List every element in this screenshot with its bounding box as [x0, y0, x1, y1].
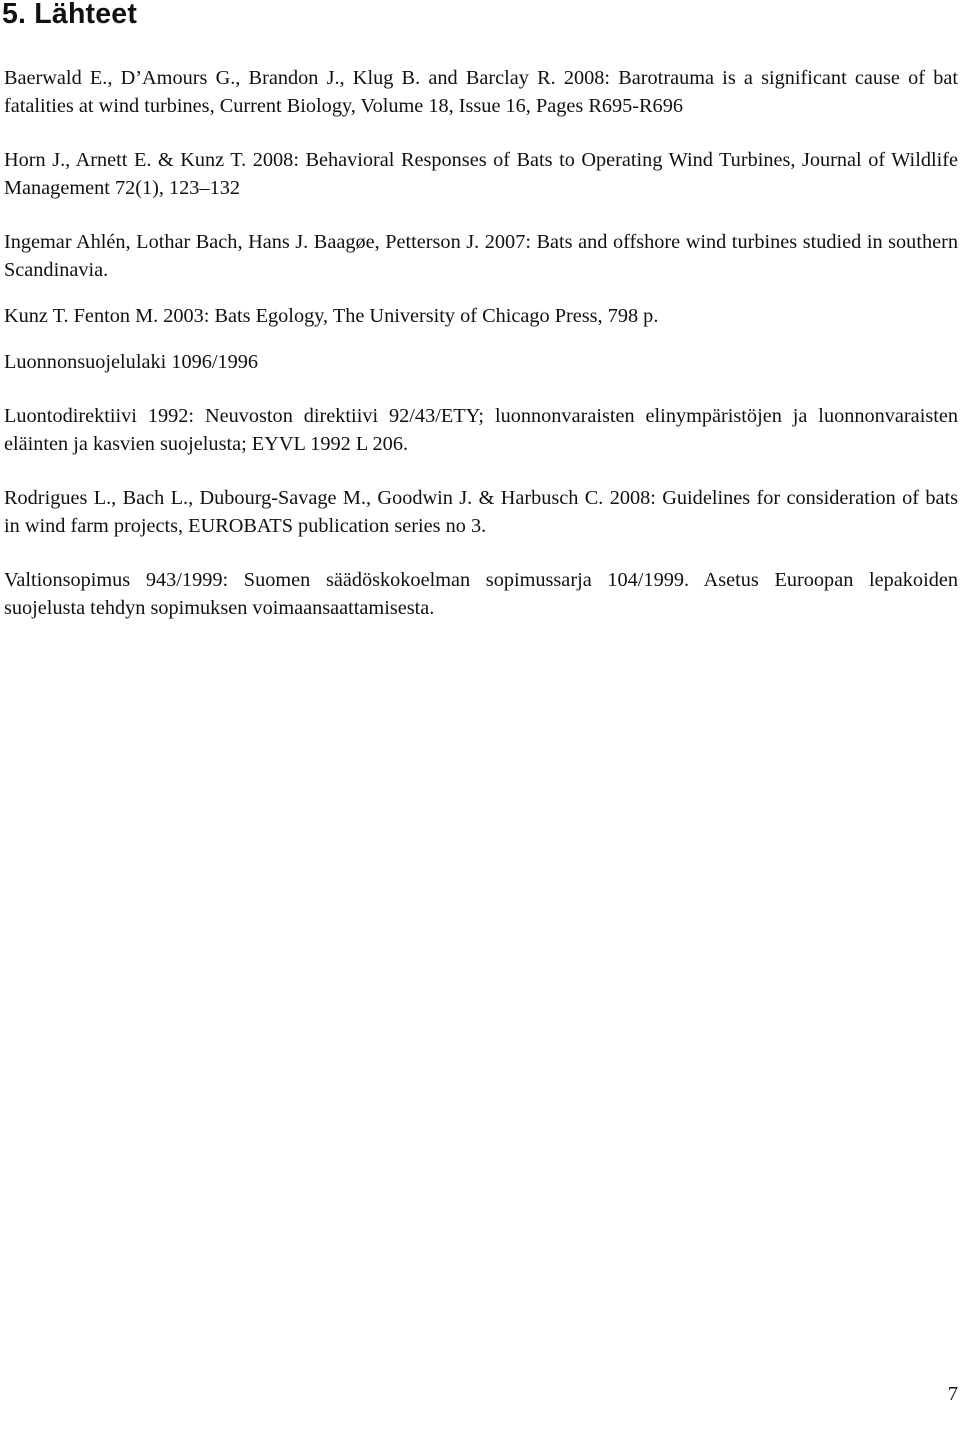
section-heading: 5. Lähteet — [2, 0, 138, 30]
reference-item: Luontodirektiivi 1992: Neuvoston direktiivi 92/43/ETY; luonnonvaraisten elinympäristöjen ja luonnonvaraisten eläinten ja kasvien suojelusta; EYVL 1992 L 206. — [4, 405, 958, 455]
reference-item: Valtionsopimus 943/1999: Suomen säädöskokoelman sopimussarja 104/1999. Asetus Euroopan lepakoiden suojelusta tehdyn sopimuksen voimaansaattamisesta. — [4, 569, 958, 619]
reference-item: Luonnonsuojelulaki 1096/1996 — [4, 351, 259, 373]
reference-item: Ingemar Ahlén, Lothar Bach, Hans J. Baagøe, Petterson J. 2007: Bats and offshore wind turbines studied in southern Scandinavia. — [4, 231, 958, 281]
reference-list — [4, 64, 958, 622]
reference-item: Kunz T. Fenton M. 2003: Bats Egology, The University of Chicago Press, 798 p. — [4, 305, 659, 327]
reference-item: Horn J., Arnett E. & Kunz T. 2008: Behavioral Responses of Bats to Operating Wind Turbines, Journal of Wildlife Management 72(1), 123–132 — [4, 149, 958, 199]
reference-item: Baerwald E., D’Amours G., Brandon J., Klug B. and Barclay R. 2008: Barotrauma is a significant cause of bat fatalities at wind turbines, Current Biology, Volume 18, Issue 16, Pages R695-R696 — [4, 67, 958, 117]
page-number: 7 — [947, 1383, 958, 1405]
reference-item: Rodrigues L., Bach L., Dubourg-Savage M., Goodwin J. & Harbusch C. 2008: Guidelines for consideration of bats in wind farm projects, EUROBATS publication series no 3. — [4, 487, 958, 537]
